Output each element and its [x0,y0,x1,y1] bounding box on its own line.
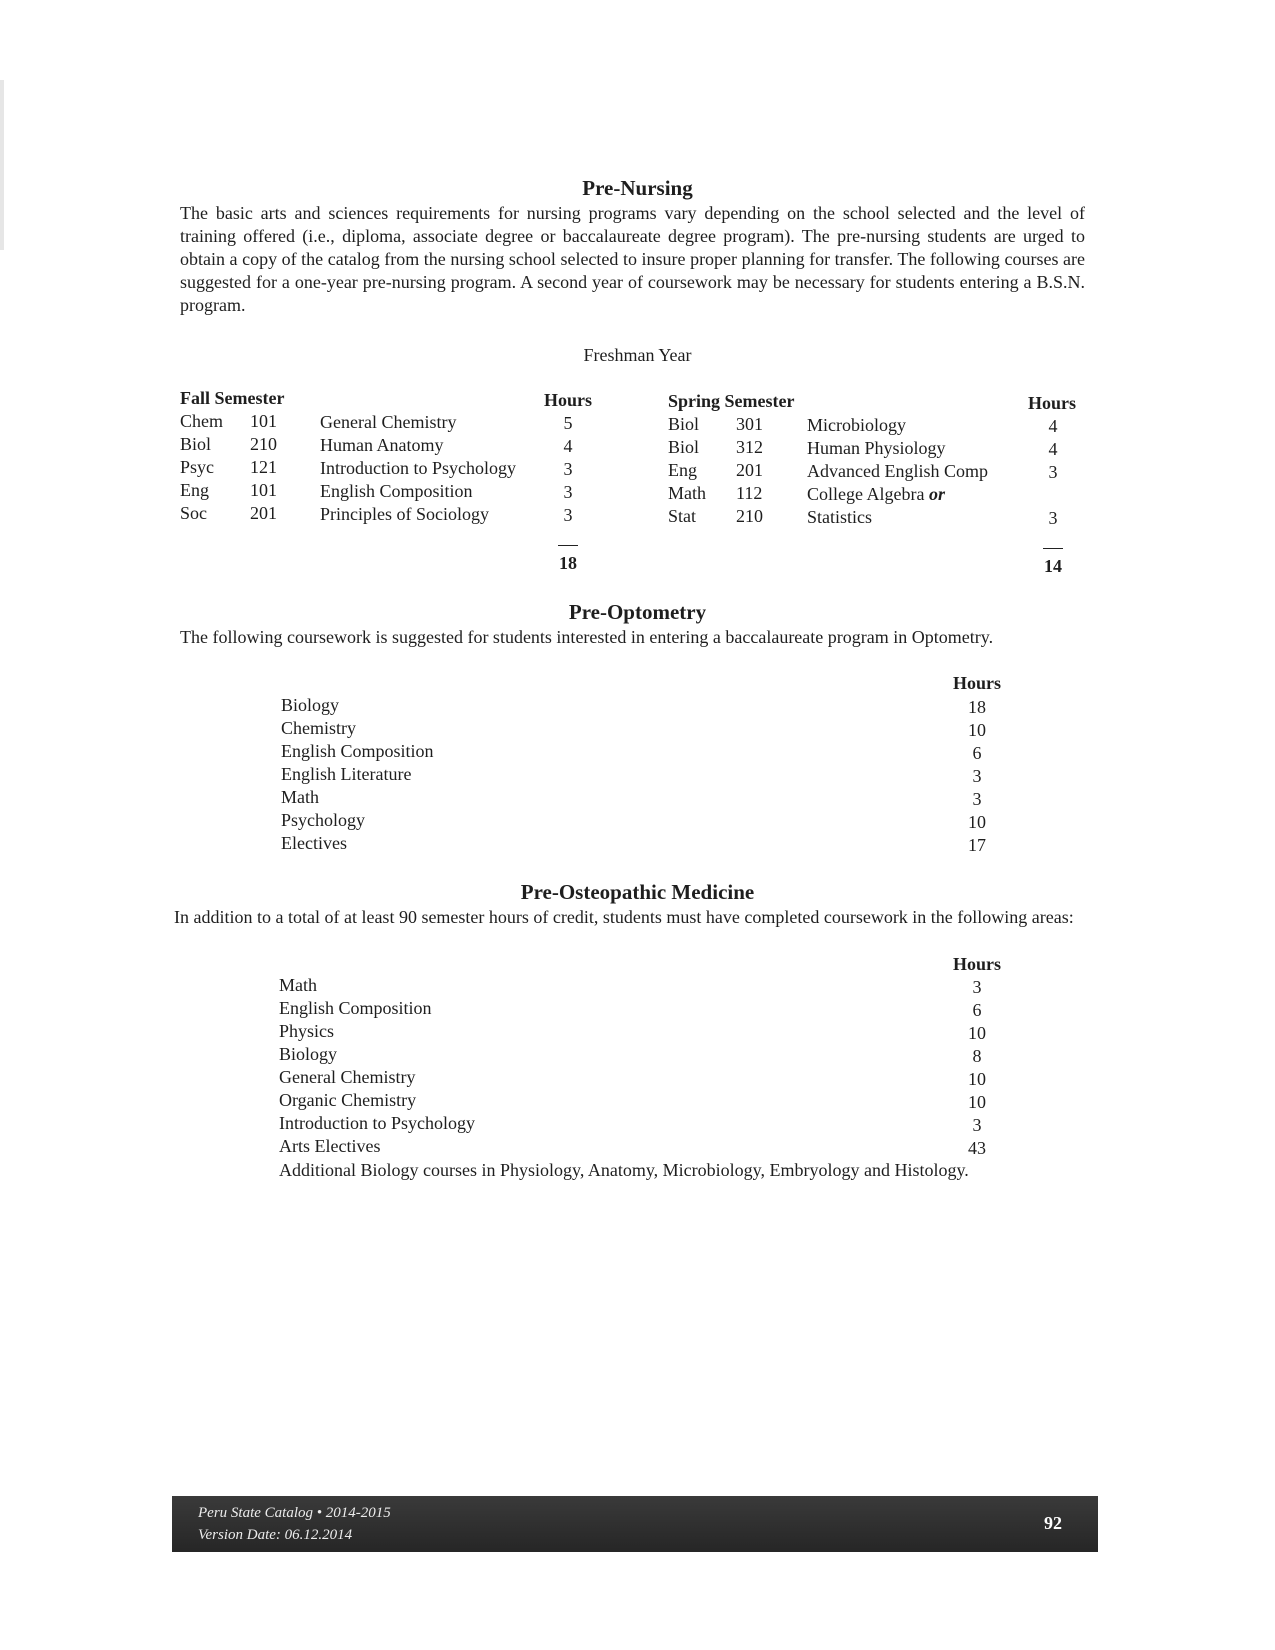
subject: Chemistry [281,718,356,738]
fall-semester-heading: Fall Semester [180,388,285,408]
pre-optometry-paragraph: The following coursework is suggested for students interested in entering a baccalaureate program in Optometry. [180,627,994,647]
course-title: Human Physiology [807,438,946,458]
subject-hours: 10 [968,812,986,832]
course-title: Advanced English Comp [807,461,988,481]
course-hours: 4 [1048,439,1058,459]
course-hours: 4 [563,436,573,456]
course-title: Principles of Sociology [320,504,489,524]
subject: English Composition [281,741,434,761]
pre-nursing-title: Pre-Nursing [582,176,693,200]
subject-hours: 3 [972,766,982,786]
freshman-year-heading: Freshman Year [583,345,692,365]
scan-edge-shadow [0,80,4,250]
subject-hours: 17 [968,835,986,855]
subject-hours: 3 [972,789,982,809]
subject-hours: 10 [968,1092,986,1112]
course-title: Introduction to Psychology [320,458,516,478]
pre-osteopathic-title: Pre-Osteopathic Medicine [520,880,755,904]
course-number: 101 [250,411,277,431]
course-dept: Biol [668,437,700,457]
subject: Arts Electives [279,1136,381,1156]
additional-biology-note: Additional Biology courses in Physiology, Anatomy, Microbiology, Embryology and Histology. [279,1160,969,1180]
subject-hours: 6 [972,743,982,763]
pre-nursing-paragraph: The basic arts and sciences requirements for nursing programs vary depending on the school selected and the level of training offered (i.e., diploma, associate degree or baccalaureate degree program). The pre-nursing students are urged to obtain a copy of the catalog from the nursing school selected to insure proper planning for transfer. The following courses are suggested for a one-year pre-nursing program. A second year of coursework may be necessary for students entering a B.S.N. program. [180,203,1085,315]
subject: Introduction to Psychology [279,1113,475,1133]
course-number: 201 [250,503,277,523]
subject: Electives [281,833,347,853]
course-title [807,484,945,505]
subject: Math [281,787,319,807]
subject: General Chemistry [279,1067,416,1087]
total-rule [558,545,578,546]
page-number: 92 [1044,1513,1062,1533]
course-title: Microbiology [807,415,906,435]
course-number: 121 [250,457,277,477]
subject-hours: 43 [968,1138,986,1158]
spring-total-hours: 14 [1044,556,1062,576]
osteopathic-hours-heading: Hours [952,954,1001,974]
course-dept: Math [668,483,706,503]
course-hours: 3 [563,505,573,525]
subject: Physics [279,1021,335,1041]
course-dept: Eng [180,480,209,500]
course-title: General Chemistry [320,412,457,432]
course-dept: Soc [180,503,207,523]
subject-hours: 10 [968,1069,986,1089]
subject: English Composition [279,998,432,1018]
course-hours: 3 [1048,462,1058,482]
fall-hours-heading: Hours [544,390,593,410]
subject: Biology [281,695,340,715]
subject-hours: 3 [972,1115,982,1135]
course-hours: 3 [563,482,573,502]
course-dept: Biol [180,434,212,454]
course-dept: Biol [668,414,700,434]
version-date: Version Date: 06.12.2014 [198,1527,353,1543]
spring-hours-heading: Hours [1028,393,1077,413]
course-number: 201 [736,460,763,480]
or-conjunction: or [928,484,945,504]
course-hours: 4 [1048,416,1058,436]
optometry-hours-heading: Hours [952,673,1001,693]
subject-hours: 8 [972,1046,982,1066]
course-dept: Chem [180,411,223,431]
subject: Biology [279,1044,338,1064]
subject: Math [279,975,317,995]
pre-osteopathic-paragraph: In addition to a total of at least 90 semester hours of credit, students must have completed coursework in the following areas: [174,907,1074,927]
course-dept: Eng [668,460,697,480]
subject: Psychology [281,810,366,830]
subject-hours: 10 [968,1023,986,1043]
course-number: 210 [736,506,763,526]
subject: English Literature [281,764,412,784]
subject: Organic Chemistry [279,1090,417,1110]
course-number: 210 [250,434,277,454]
course-dept: Stat [668,506,697,526]
catalog-title: Peru State Catalog • 2014-2015 [198,1505,391,1521]
course-title: Human Anatomy [320,435,444,455]
pre-optometry-title: Pre-Optometry [568,600,707,624]
course-number: 112 [736,483,763,503]
subject-hours: 18 [968,697,986,717]
course-title-text: College Algebra [807,484,925,504]
course-hours: 5 [563,413,573,433]
course-hours: 3 [1048,508,1058,528]
course-hours: 3 [563,459,573,479]
course-title: English Composition [320,481,473,501]
subject-hours: 10 [968,720,986,740]
course-number: 312 [736,437,763,457]
subject-hours: 6 [972,1000,982,1020]
course-dept: Psyc [180,457,215,477]
course-number: 101 [250,480,277,500]
course-number: 301 [736,414,763,434]
course-title: Statistics [807,507,873,527]
fall-total-hours: 18 [559,553,577,573]
total-rule [1043,548,1063,549]
subject-hours: 3 [972,977,982,997]
spring-semester-heading: Spring Semester [668,391,795,411]
page-footer [172,1496,1098,1552]
